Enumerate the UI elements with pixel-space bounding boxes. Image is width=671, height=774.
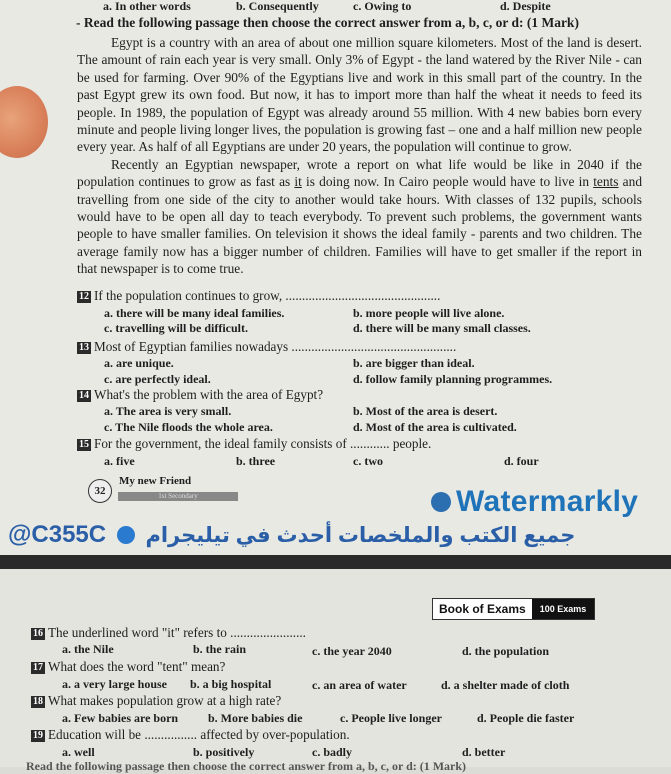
decorative-half-circle xyxy=(0,86,48,158)
q14-option-b[interactable]: b. Most of the area is desert. xyxy=(353,404,498,418)
question-14: 14 What's the problem with the area of Egypt? xyxy=(79,387,324,402)
q12-option-b[interactable]: b. more people will live alone. xyxy=(353,306,505,320)
q19-option-d[interactable]: d. better xyxy=(462,745,506,759)
channel-handle: @C355C جميع الكتب والملخصات أحدث في تيليجرام xyxy=(8,521,576,548)
q16-option-a[interactable]: a. the Nile xyxy=(62,642,114,656)
passage-paragraph-2: Recently an Egyptian newspaper, wrote a report on what life would be like in 2040 if the population continues to grow as fast as it is doing now. In Cairo people would have to live in tents and travelling from one side of the city to another would take hours. With classes of 132 pupils, schools would have to be open all day to teach everybody. To prevent such problems, the government wants people to have smaller families. On television it shows the ideal family - parents and two children. The average family now has a bigger number of children. Families will have to get smaller if the report in that newspaper is to come true. xyxy=(77,156,643,277)
page-separator-band xyxy=(0,555,671,569)
book-of-exams-badge xyxy=(432,598,595,620)
question-13: 13 Most of Egyptian families nowadays .................................................. xyxy=(79,339,457,354)
q19-option-c[interactable]: c. badly xyxy=(312,745,353,759)
q18-option-b[interactable]: b. More babies die xyxy=(208,711,303,725)
grade-label: 1st Secondary xyxy=(118,492,238,501)
badge-tag: 100 Exams xyxy=(532,599,595,619)
q15-option-a[interactable]: a. five xyxy=(104,454,135,468)
reading-passage xyxy=(77,34,642,278)
question-17: 17 What does the word "tent" mean? xyxy=(33,659,226,674)
q19-option-b[interactable]: b. positively xyxy=(193,745,255,759)
cut-off-instruction: Read the following passage then choose the correct answer from a, b, c, or d: (1 Mark) xyxy=(26,759,467,773)
prev-option-b: b. Consequently xyxy=(236,0,319,13)
q14-option-c[interactable]: c. The Nile floods the whole area. xyxy=(104,420,273,434)
q13-option-d[interactable]: d. follow family planning programmes. xyxy=(353,372,553,386)
question-19: 19 Education will be ................ affected by over-population. xyxy=(33,727,350,742)
prev-option-d: d. Despite xyxy=(500,0,551,13)
prev-option-c: c. Owing to xyxy=(353,0,412,13)
q18-option-a[interactable]: a. Few babies are born xyxy=(62,711,179,725)
question-12: 12 If the population continues to grow, ............................................... xyxy=(79,288,441,303)
q17-option-d[interactable]: d. a shelter made of cloth xyxy=(441,678,570,692)
q15-option-d[interactable]: d. four xyxy=(504,454,539,468)
q16-option-d[interactable]: d. the population xyxy=(462,644,550,658)
q12-option-c[interactable]: c. travelling will be difficult. xyxy=(104,321,248,335)
watermark-text: Watermarkly xyxy=(456,485,639,518)
q18-option-d[interactable]: d. People die faster xyxy=(477,711,575,725)
q13-option-c[interactable]: c. are perfectly ideal. xyxy=(104,372,211,386)
q19-option-a[interactable]: a. well xyxy=(62,745,95,759)
q18-option-c[interactable]: c. People live longer xyxy=(340,711,442,725)
q13-option-a[interactable]: a. are unique. xyxy=(104,356,174,370)
watermark-shield-icon xyxy=(431,492,451,512)
q14-option-d[interactable]: d. Most of the area is cultivated. xyxy=(353,420,517,434)
q13-option-b[interactable]: b. are bigger than ideal. xyxy=(353,356,475,370)
question-18: 18 What makes population grow at a high rate? xyxy=(33,693,282,708)
instruction: - Read the following passage then choose the correct answer from a, b, c, or d: (1 Mark) xyxy=(76,15,579,30)
q17-option-a[interactable]: a. a very large house xyxy=(62,677,167,691)
passage-paragraph-1: Egypt is a country with an area of about one million square kilometers. Most of the land is desert. The amount of rain each year is very small. Only 3% of Egypt - the land watered by the River Nile - can be used for farming. Over 90% of the Egyptians live and work in this small part of the country. In the past Egypt grew its own food. But now, it has to import more than half the wheat it needs to feed its people. In 1989, the population of Egypt was already around 55 million. With 4 new babies born every minute and people living longer lives, the population is growing fast – one and a half million new people every year. As half of all Egyptians are under 20 years, the population will continue to grow. xyxy=(77,35,642,155)
underlined-it: it xyxy=(294,174,302,190)
telegram-icon xyxy=(117,526,135,544)
q15-option-b[interactable]: b. three xyxy=(236,454,276,468)
book-title: My new Friend xyxy=(119,475,192,487)
q12-option-d[interactable]: d. there will be many small classes. xyxy=(353,321,531,335)
q17-option-b[interactable]: b. a big hospital xyxy=(190,677,272,691)
prev-option-a: a. In other words xyxy=(103,0,191,13)
q15-option-c[interactable]: c. two xyxy=(353,454,383,468)
q16-option-c[interactable]: c. the year 2040 xyxy=(312,644,392,658)
q17-option-c[interactable]: c. an area of water xyxy=(312,678,407,692)
arabic-caption: جميع الكتب والملخصات أحدث في تيليجرام xyxy=(145,524,576,547)
underlined-tents: tents xyxy=(593,174,619,190)
q16-option-b[interactable]: b. the rain xyxy=(193,642,247,656)
q14-option-a[interactable]: a. The area is very small. xyxy=(104,404,232,418)
question-16: 16 The underlined word "it" refers to ....................... xyxy=(33,625,306,640)
page-number: 32 xyxy=(88,479,112,503)
badge-title: Book of Exams xyxy=(439,602,526,616)
q12-option-a[interactable]: a. there will be many ideal families. xyxy=(104,306,285,320)
question-15: 15 For the government, the ideal family consists of ............ people. xyxy=(79,436,432,451)
